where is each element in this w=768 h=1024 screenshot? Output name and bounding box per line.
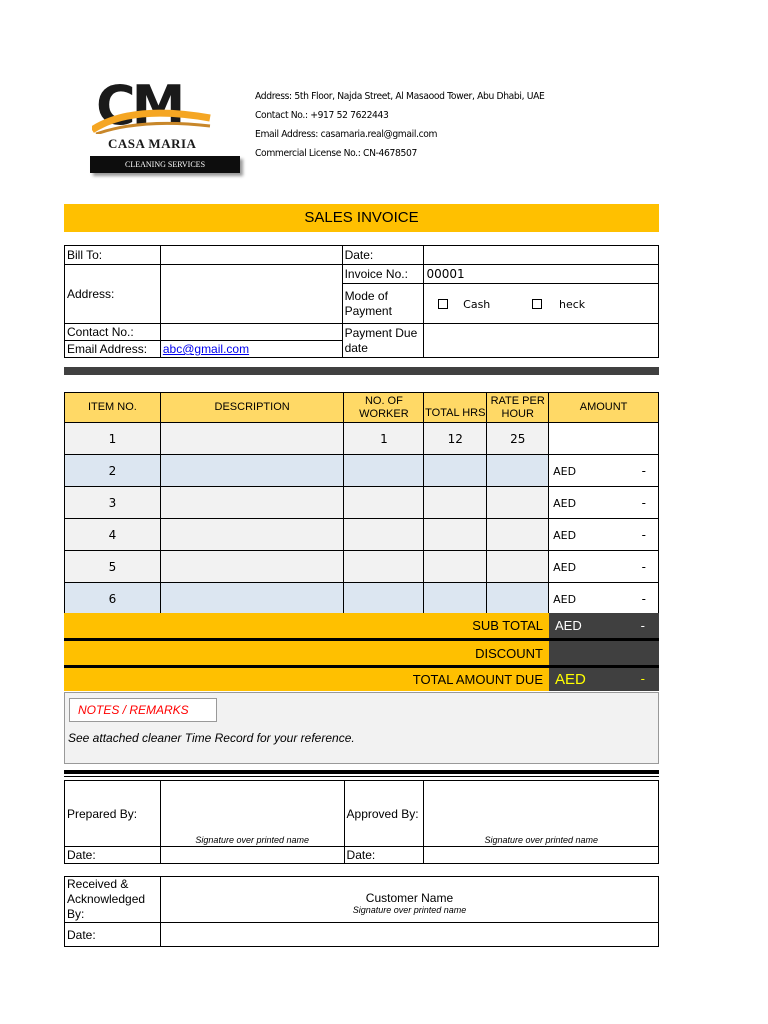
cash-checkbox[interactable]: [438, 299, 448, 309]
total-label: TOTAL AMOUNT DUE: [64, 668, 549, 691]
approved-by-label: Approved By:: [344, 781, 424, 847]
cash-label: Cash: [463, 297, 491, 311]
prepared-date-field[interactable]: [160, 847, 344, 864]
amount-value: -: [641, 463, 646, 478]
amount-value: -: [641, 495, 646, 510]
item-hrs[interactable]: [424, 519, 487, 551]
amount-currency: AED: [553, 592, 577, 606]
check-label: heck: [558, 297, 586, 311]
item-rate[interactable]: [487, 551, 549, 583]
item-amount: [549, 519, 659, 551]
header-amount: AMOUNT: [549, 393, 659, 423]
table-row: [65, 423, 659, 455]
signature-table: [64, 780, 659, 864]
invoice-no-label: Invoice No.:: [342, 265, 424, 284]
table-row: [65, 519, 659, 551]
address-field[interactable]: [160, 265, 342, 324]
approved-date-field[interactable]: [424, 847, 659, 864]
item-workers[interactable]: 1: [344, 423, 424, 455]
divider-thin: [64, 776, 659, 777]
header-workers: NO. OF WORKER: [344, 393, 424, 423]
discount-field[interactable]: [549, 641, 659, 665]
notes-box: [64, 692, 659, 764]
item-workers[interactable]: [344, 455, 424, 487]
subtotal-amount: -: [640, 618, 645, 633]
subtotal-value: [549, 613, 659, 638]
item-desc[interactable]: [160, 583, 344, 615]
amount-currency: AED: [553, 496, 577, 510]
item-amount: [549, 455, 659, 487]
approved-date-label: Date:: [344, 847, 424, 864]
amount-currency: AED: [553, 560, 577, 574]
header-description: DESCRIPTION: [160, 393, 344, 423]
customer-name: Customer Name: [365, 890, 454, 905]
table-row: [65, 551, 659, 583]
item-hrs[interactable]: [424, 455, 487, 487]
header-item-no: ITEM NO.: [65, 393, 161, 423]
item-workers[interactable]: [344, 583, 424, 615]
subtotal-label: SUB TOTAL: [64, 613, 549, 638]
table-row: [65, 583, 659, 615]
item-amount: [549, 487, 659, 519]
total-amount: -: [640, 671, 645, 686]
item-amount: [549, 583, 659, 615]
item-workers[interactable]: [344, 487, 424, 519]
table-row: [65, 487, 659, 519]
item-workers[interactable]: [344, 551, 424, 583]
item-no: 1: [65, 423, 161, 455]
bill-info-table: [64, 245, 659, 358]
received-date-label: Date:: [65, 923, 161, 947]
item-amount: [549, 423, 659, 455]
check-checkbox[interactable]: [532, 299, 542, 309]
subtotal-currency: AED: [555, 618, 582, 633]
header-total-hrs: TOTAL HRS: [424, 393, 487, 423]
discount-label: DISCOUNT: [64, 641, 549, 665]
item-hrs[interactable]: [424, 551, 487, 583]
email-link[interactable]: abc@gmail.com: [162, 342, 250, 356]
prepared-by-label: Prepared By:: [65, 781, 161, 847]
contact-field[interactable]: [160, 324, 342, 341]
contact-label: Contact No.:: [65, 324, 161, 341]
item-desc[interactable]: [160, 551, 344, 583]
approved-by-field[interactable]: [424, 781, 659, 847]
logo-company-name: CASA MARIA: [108, 136, 197, 151]
item-hrs[interactable]: 12: [424, 423, 487, 455]
address-label: Address:: [65, 265, 161, 324]
totals-table: [64, 613, 659, 691]
payment-due-label: Payment Due date: [342, 324, 424, 358]
item-rate[interactable]: [487, 487, 549, 519]
invoice-title: SALES INVOICE: [64, 204, 659, 232]
email-label: Email Address:: [65, 341, 161, 358]
received-date-field[interactable]: [160, 923, 658, 947]
payment-mode-options: [424, 284, 659, 324]
signature-caption: Signature over printed name: [352, 904, 467, 915]
item-desc[interactable]: [160, 423, 344, 455]
received-table: [64, 876, 659, 947]
item-no: 3: [65, 487, 161, 519]
amount-currency: AED: [553, 528, 577, 542]
signature-caption: Signature over printed name: [195, 835, 309, 845]
item-amount: [549, 551, 659, 583]
items-table: [64, 392, 659, 615]
prepared-by-field[interactable]: [160, 781, 344, 847]
item-no: 2: [65, 455, 161, 487]
item-rate[interactable]: 25: [487, 423, 549, 455]
total-value: [549, 668, 659, 691]
item-no: 4: [65, 519, 161, 551]
item-rate[interactable]: [487, 519, 549, 551]
signature-caption: Signature over printed name: [484, 835, 599, 845]
mode-of-payment-label: Mode of Payment: [342, 284, 424, 324]
amount-value: -: [641, 527, 646, 542]
prepared-date-label: Date:: [65, 847, 161, 864]
item-no: 5: [65, 551, 161, 583]
cm-monogram-icon: [92, 74, 212, 134]
customer-signature-field[interactable]: [160, 877, 658, 923]
company-contact: Contact No.: +917 52 7622443: [255, 110, 389, 121]
item-no: 6: [65, 583, 161, 615]
received-label: Received & Acknowledged By:: [65, 877, 161, 923]
company-info: [255, 87, 544, 163]
amount-currency: AED: [553, 464, 577, 478]
company-address: Address: 5th Floor, Najda Street, Al Masaood Tower, Abu Dhabi, UAE: [255, 91, 545, 102]
amount-value: -: [641, 591, 646, 606]
company-logo: [86, 74, 246, 182]
notes-tag: NOTES / REMARKS: [69, 698, 217, 722]
svg-text:CM: CM: [96, 74, 182, 134]
item-hrs[interactable]: [424, 487, 487, 519]
item-desc[interactable]: [160, 455, 344, 487]
item-hrs[interactable]: [424, 583, 487, 615]
payment-due-field[interactable]: [424, 324, 659, 358]
item-rate[interactable]: [487, 455, 549, 487]
logo-tagline: CLEANING SERVICES: [90, 156, 240, 173]
date-label: Date:: [342, 246, 424, 265]
amount-value: -: [641, 559, 646, 574]
item-rate[interactable]: [487, 583, 549, 615]
divider-thick: [64, 770, 659, 774]
date-field[interactable]: [424, 246, 659, 265]
company-license: Commercial License No.: CN-4678507: [255, 148, 417, 159]
table-row: [65, 455, 659, 487]
section-divider: [64, 367, 659, 375]
company-email: Email Address: casamaria.real@gmail.com: [255, 129, 438, 140]
notes-text[interactable]: See attached cleaner Time Record for your reference.: [68, 731, 355, 745]
bill-to-label: Bill To:: [65, 246, 161, 265]
item-workers[interactable]: [344, 519, 424, 551]
item-desc[interactable]: [160, 519, 344, 551]
item-desc[interactable]: [160, 487, 344, 519]
invoice-no-field[interactable]: 00001: [424, 265, 659, 284]
bill-to-field[interactable]: [160, 246, 342, 265]
header-rate: RATE PER HOUR: [487, 393, 549, 423]
total-currency: AED: [555, 671, 586, 688]
